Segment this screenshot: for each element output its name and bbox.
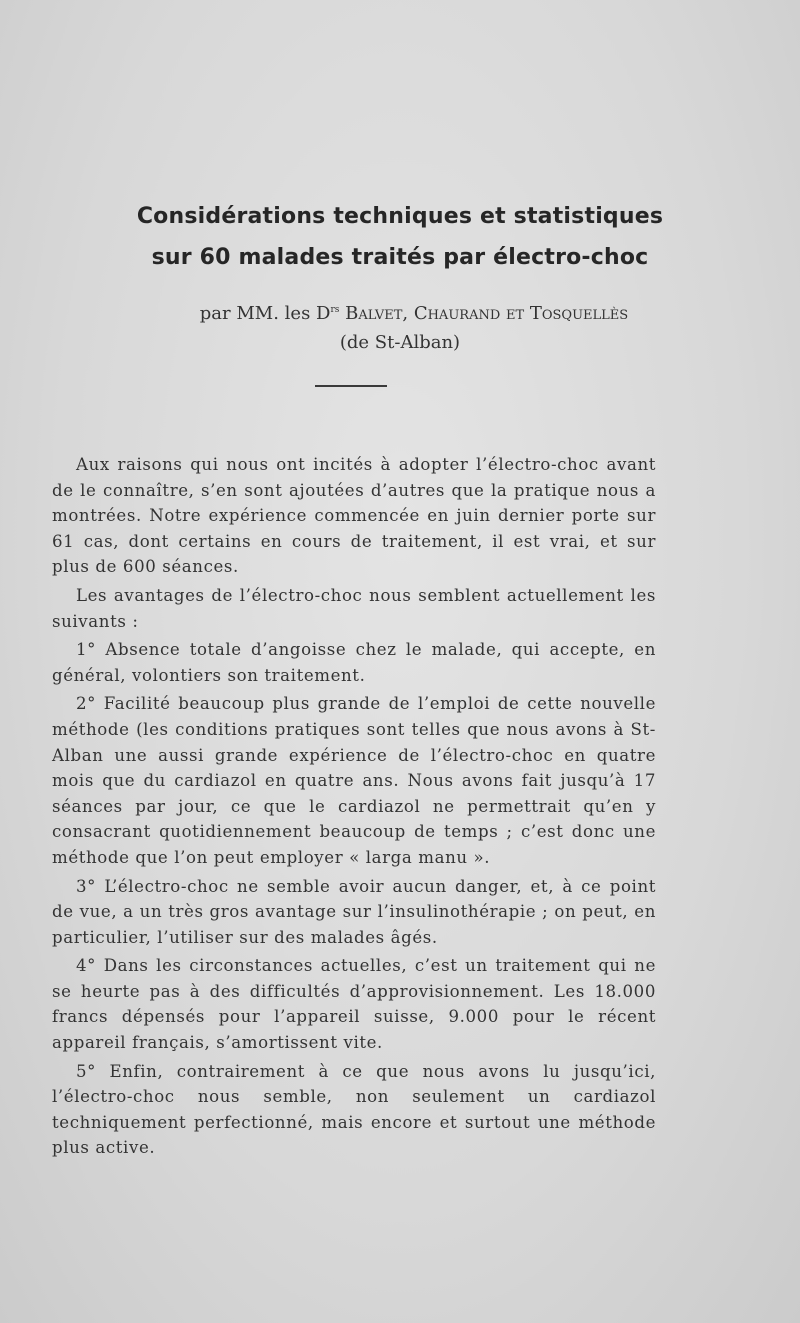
- title-line-2: sur 60 malades traités par électro-choc: [151, 245, 649, 270]
- paragraph-intro: Aux raisons qui nous ont incités à adopter l’électro-choc avant de le connaître, s’en sont ajoutées d’autres que la pratique nous a montrées. Notre expérience commencée en juin dernier porte sur 61 cas, dont certains en cours de traitement, il est vrai, et sur plus de 600 séances.: [52, 455, 656, 577]
- paragraph-point-3: 3° L’électro-choc ne semble avoir aucun danger, et, à ce point de vue, a un très gros avantage sur l’insulinothérapie ; on peut, en particulier, l’utiliser sur des malades âgés.: [52, 876, 656, 947]
- byline-prefix: par MM. les D: [199, 303, 331, 324]
- paragraph-point-4: 4° Dans les circonstances actuelles, c’est un traitement qui ne se heurte pas à des difficultés d’approvisionnement. Les 18.000 francs dépensés pour l’appareil suisse, 9.000 pour le récent appareil français, s’amortissent vite.: [52, 956, 656, 1053]
- byline-location: (de St-Alban): [339, 332, 461, 353]
- separator-rule: [315, 385, 387, 387]
- body-text: [52, 452, 656, 1164]
- paragraph-advantages-heading: Les avantages de l’électro-choc nous semblent actuellement les suivants :: [52, 585, 656, 631]
- byline-authors: Balvet, Chaurand et Tosquellès: [345, 303, 629, 324]
- paragraph-point-1: 1° Absence totale d’angoisse chez le malade, qui accepte, en général, volontiers son traitement.: [52, 640, 656, 685]
- paragraph-point-2: 2° Facilité beaucoup plus grande de l’emploi de cette nouvelle méthode (les conditions pratiques sont telles que nous avons à St-Alban une aussi grande expérience de l’électro-choc en quatre mois que du cardiazol en quatre ans. Nous avons fait jusqu’à 17 séances par jour, ce que le cardiazol ne permettrait qu’en y consacrant quotidiennement beaucoup de temps ; c’est donc une méthode que l’on peut employer « larga manu ».: [52, 694, 656, 867]
- byline-prefix-superscript: rs: [330, 305, 340, 315]
- byline-authors-line: [14, 303, 800, 324]
- paragraph-point-5: 5° Enfin, contrairement à ce que nous avons lu jusqu’ici, l’électro-choc nous semble, non seulement un cardiazol techniquement perfectionné, mais encore et surtout une méthode plus active.: [52, 1061, 656, 1158]
- title-line-1: Considérations techniques et statistiques: [136, 204, 664, 229]
